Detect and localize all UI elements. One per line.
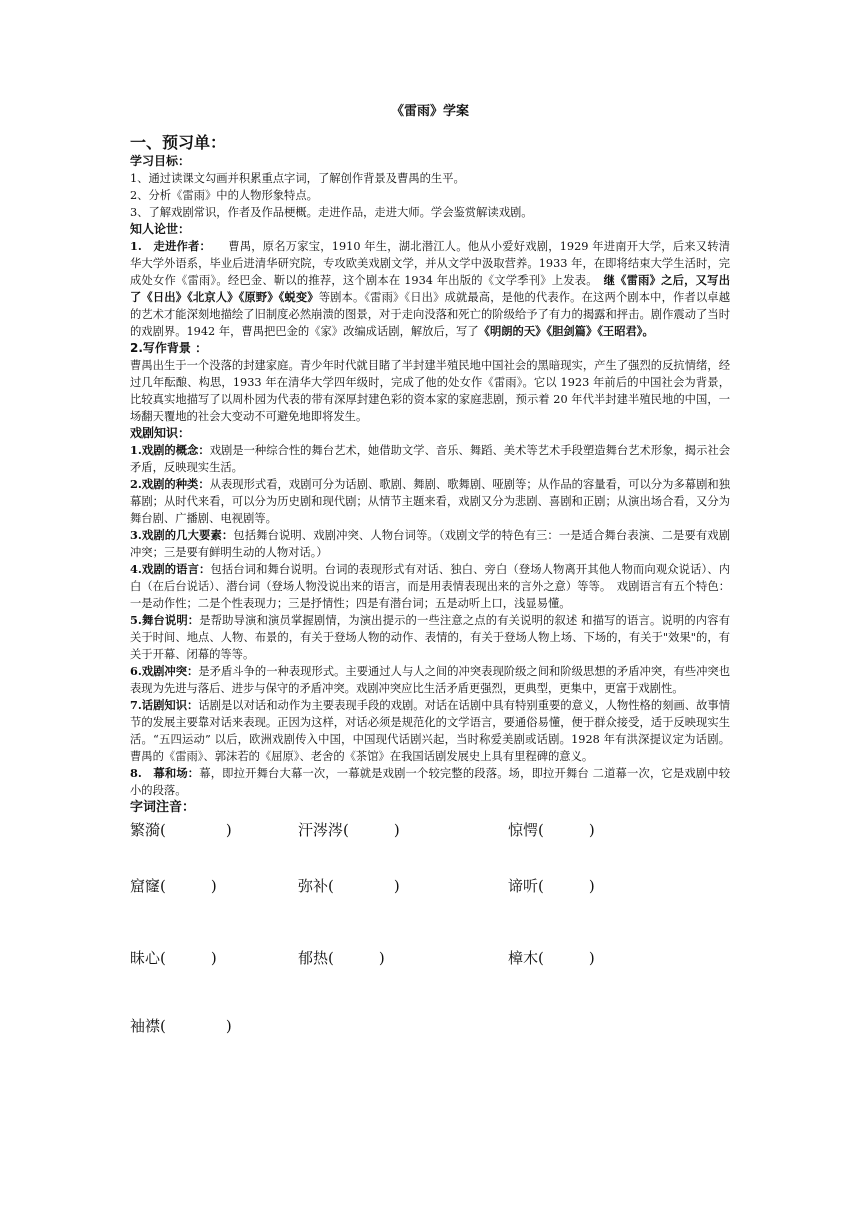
section-heading-preview: 一、预习单： — [130, 133, 227, 152]
drama-item-text: 是帮助导演和演员掌握剧情，为演出提示的一些注意之点的有关说明的叙述 和描写的语言。说明的内容有关于时间、地点、人物、布景的，有关于登场人物的动作、表情的，有关于登场人物上场、下场的，有关于"效果"的，有关于开幕、闭幕的等等。 — [130, 614, 730, 661]
drama-item-text: 幕，即拉开舞台大幕一次，一幕就是戏剧一个较完整的段落。场，即拉开舞台 二道幕一次，它是戏剧中较小的段落。 — [130, 767, 730, 797]
goal-item: 2、分析《雷雨》中的人物形象特点。 — [130, 189, 318, 202]
vocab-word: 樟木( ) — [508, 949, 595, 967]
vocab-word: 郁热( ) — [298, 949, 385, 967]
drama-item-label: 3.戏剧的几大要素： — [130, 528, 234, 542]
author-works-1: 继《雷雨》之后，又写出了《日出》《北京人》《原野》《蜕变》 — [130, 273, 730, 304]
vocab-word: 昧心( ) — [130, 949, 217, 967]
background-paragraph: 曹禺出生于一个没落的封建家庭。青少年时代就目睹了半封建半殖民地中国社会的黑暗现实，产生了强烈的反抗情绪，经过几年酝酿、构思，1933 年在清华大学四年级时，完成了他的处女作《雷雨》。它以 1923 年前后的中国社会为背景，比较真实地描写了以周朴园为代表的带有深厚封建色彩的资本家的家庭悲剧，预示着 20 年代半封建半殖民地的中国，一场翻天覆地的社会大变动不可避免地即将发生。 — [130, 359, 730, 423]
author-works-2: 《明朗的天》《胆剑篇》《王昭君》。 — [478, 324, 654, 338]
document-page — [130, 100, 730, 1079]
learning-goals-heading: 学习目标： — [130, 154, 191, 168]
vocab-word: 汗涔涔( ) — [298, 821, 400, 839]
drama-item — [130, 697, 730, 765]
vocab-word: 弥补( ) — [298, 877, 400, 895]
drama-item-label: 5.舞台说明： — [130, 613, 200, 627]
drama-item-label: 8. 幕和场： — [130, 766, 200, 780]
knowledge-heading: 知人论世： — [130, 222, 191, 236]
vocab-word: 袖襟( ) — [130, 1017, 232, 1035]
drama-item-text: 从表现形式看，戏剧可分为话剧、歌剧、舞剧、歌舞剧、哑剧等；从作品的容量看，可以分为多幕剧和独幕剧；从时代来看，可以分为历史剧和现代剧；从情节主题来看，戏剧又分为悲剧、喜剧和正剧；从演出场合看，又分为舞台剧、广播剧、电视剧等。 — [130, 478, 730, 525]
drama-item-text: 是矛盾斗争的一种表现形式。主要通过人与人之间的冲突表现阶级之间和阶级思想的矛盾冲突，有些冲突也表现为先进与落后、进步与保守的矛盾冲突。戏剧冲突应比生活矛盾更强烈，更典型，更集中，更富于戏剧性。 — [130, 665, 730, 695]
drama-item-label: 6.戏剧冲突： — [130, 664, 199, 678]
goal-item: 3、了解戏剧常识，作者及作品梗概。走进作品，走进大师。学会鉴赏解读戏剧。 — [130, 206, 533, 219]
drama-item — [130, 476, 730, 527]
vocab-word: 繁漪( ) — [130, 821, 232, 839]
vocab-heading: 字词注音： — [130, 800, 196, 815]
drama-item — [130, 442, 730, 476]
drama-item — [130, 527, 730, 561]
drama-item-label: 2.戏剧的种类： — [130, 477, 210, 491]
drama-item — [130, 612, 730, 663]
vocab-word: 窟窿( ) — [130, 877, 217, 895]
drama-item — [130, 561, 730, 612]
drama-item-label: 7.话剧知识： — [130, 698, 199, 712]
document-title: 《雷雨》学案 — [390, 104, 469, 119]
vocab-word: 谛听( ) — [508, 877, 595, 895]
author-paragraph — [130, 238, 730, 340]
drama-item-text: 戏剧是一种综合性的舞台艺术，她借助文学、音乐、舞蹈、美术等艺术手段塑造舞台艺术形象，揭示社会矛盾，反映现实生活。 — [130, 444, 730, 474]
drama-item-text: 包括台词和舞台说明。台词的表现形式有对话、独白、旁白（登场人物离开其他人物而向观众说话）、内白（在后台说话）、潜台词（登场人物没说出来的语言，而是用表情表现出来的言外之意）等等。 戏剧语言有五个特色：一是动作性；二是个性表现力；三是抒情性；四是有潜台词；五是动听上口，浅显易懂。 — [130, 563, 731, 610]
background-heading: 2.写作背景 ： — [130, 341, 208, 355]
drama-item-label: 1.戏剧的概念： — [130, 443, 210, 457]
drama-item-label: 4.戏剧的语言： — [130, 562, 211, 576]
drama-item — [130, 663, 730, 697]
drama-knowledge-heading: 戏剧知识： — [130, 426, 191, 440]
vocab-grid — [130, 819, 730, 1079]
drama-item — [130, 765, 730, 799]
author-text-2: 等剧本。《雷雨》《日出》成就最高，是他的代表作。在这两个剧本中，作者以卓越的艺术才能深刻地描绘了旧制度必然崩溃的图景，对于走向没落和死亡的阶级给予了有力的揭露和抨击。剧作震动了当时的戏剧界。1942 年，曹禺把巴金的《家》改编成话剧，解放后，写了 — [130, 291, 730, 338]
drama-item-text: 话剧是以对话和动作为主要表现手段的戏剧。对话在话剧中具有特别重要的意义，人物性格的刻画、故事情节的发展主要靠对话来表现。正因为这样，对话必须是规范化的文学语言，要通俗易懂，便于群众接受，适于反映现实生活。“五四运动” 以后，欧洲戏剧传入中国，中国现代话剧兴起，当时称爱美剧或话剧。1928 年有洪深提议定为话剧。曹禺的《雷雨》、郭沫若的《屈原》、老舍的《茶馆》在我国话剧发展史上具有里程碑的意义。 — [130, 699, 730, 763]
drama-item-text: 包括舞台说明、戏剧冲突、人物台词等。（戏剧文学的特色有三：一是适合舞台表演、二是要有戏剧冲突；三是要有鲜明生动的人物对话。） — [130, 529, 730, 559]
vocab-word: 惊愕( ) — [508, 821, 595, 839]
goal-item: 1、通过读课文勾画并积累重点字词，了解创作背景及曹禺的生平。 — [130, 172, 465, 185]
author-text-1: 曹禺，原名万家宝，1910 年生，湖北潜江人。他从小爱好戏剧，1929 年进南开大学，后来又转清华大学外语系，毕业后进清华研究院，专攻欧美戏剧文学，并从文学中汲取营养。1933 年，在即将结束大学生活时，完成处女作《雷雨》。经巴金、靳以的推荐，这个剧本在 1934 年出版的《文学季刊》上发表。 — [130, 240, 730, 287]
author-label: 1. 走进作者： — [130, 239, 206, 253]
